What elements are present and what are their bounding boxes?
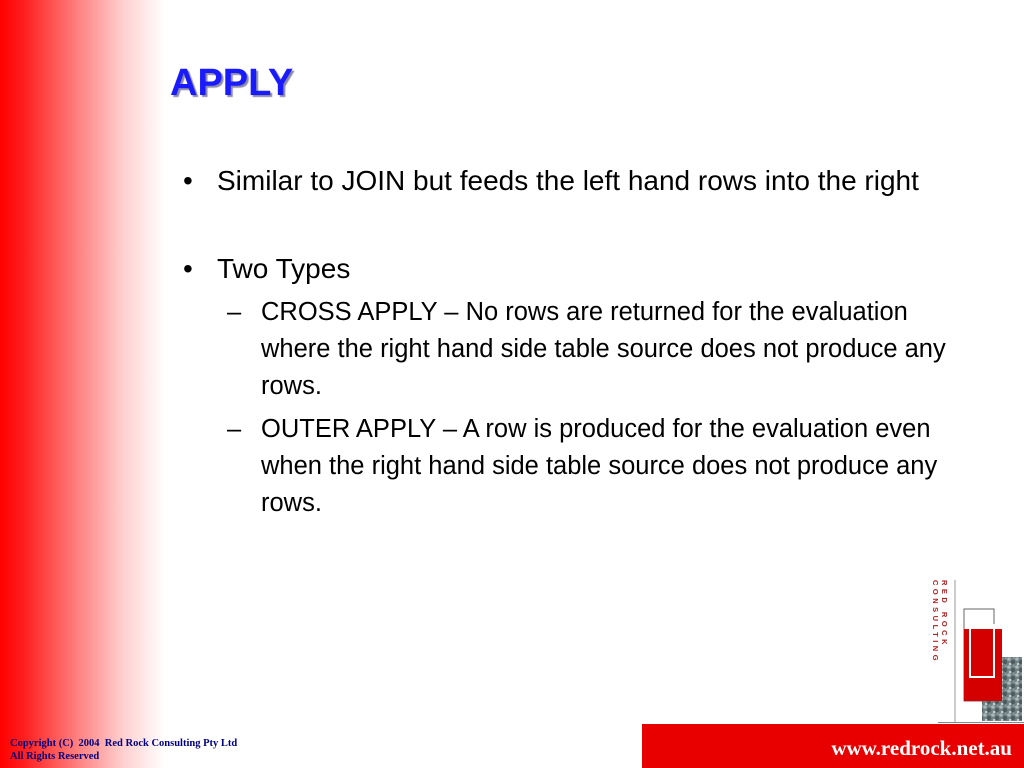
bullet-marker: • xyxy=(183,165,193,196)
logo-wordmark: RED ROCK CONSULTING xyxy=(931,580,949,665)
slide-body xyxy=(175,162,965,522)
sub-bullet-marker: – xyxy=(227,415,242,443)
red-rock-logo-icon xyxy=(931,577,1023,725)
bullet-item xyxy=(175,250,965,288)
bullet-text: Two Types xyxy=(217,253,351,284)
slide-title: APPLY xyxy=(170,62,294,104)
copyright-line-1: Copyright (C) 2004 Red Rock Consulting Pty Ltd xyxy=(10,738,238,749)
bullet-marker: • xyxy=(183,253,193,284)
copyright-notice xyxy=(10,737,237,763)
sub-bullet-item xyxy=(175,411,965,522)
bullet-gap xyxy=(175,200,965,250)
bullet-item xyxy=(175,162,965,200)
sub-bullet-item xyxy=(175,294,965,405)
logo-divider xyxy=(938,722,1024,723)
bullet-text: Similar to JOIN but feeds the left hand rows into the right xyxy=(217,165,919,196)
sub-bullet-text: CROSS APPLY – No rows are returned for the evaluation where the right hand side table source does not produce any rows. xyxy=(261,298,946,400)
sub-bullet-text: OUTER APPLY – A row is produced for the evaluation even when the right hand side table source does not produce any rows. xyxy=(261,415,938,517)
footer-website-link[interactable]: www.redrock.net.au xyxy=(831,736,1012,760)
sub-bullet-marker: – xyxy=(227,298,242,326)
left-gradient-band xyxy=(0,0,165,768)
copyright-line-2: All Rights Reserved xyxy=(10,751,100,762)
